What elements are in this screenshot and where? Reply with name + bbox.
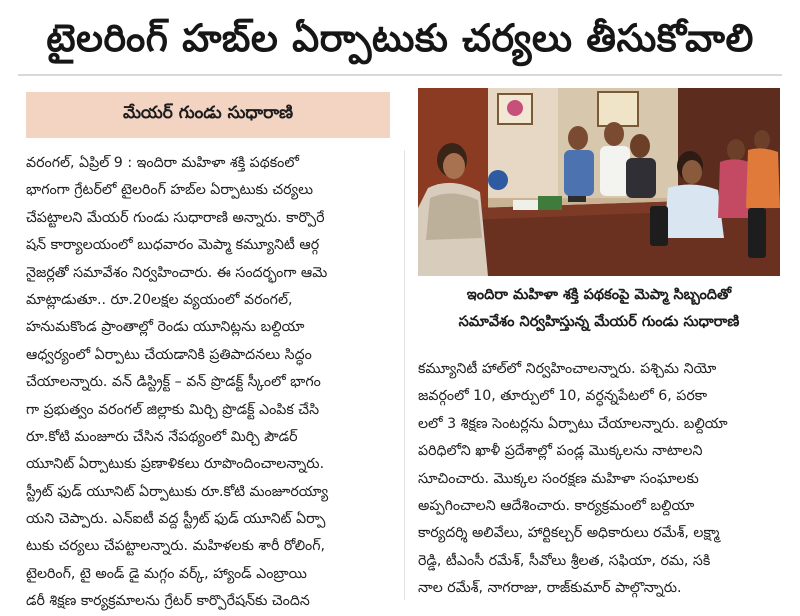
body-line: హనుమకొండ ప్రాంతాల్లో రెండు యూనిట్లను బల్దియా (26, 319, 305, 336)
body-line: లలో 3 శిక్షణ సెంటర్లను ఏర్పాటు చేయాలన్నారు. బల్దియా (418, 415, 728, 432)
sub-caption-box (26, 92, 390, 138)
body-line: ఆధ్వర్యంలో ఏర్పాటు చేయడానికి ప్రతిపాదనలు సిద్ధం (26, 346, 312, 363)
body-line: కమ్యూనిటీ హాల్‌లో నిర్వహించాలన్నారు. పశ్చిమ నియో (418, 361, 717, 377)
body-line: డరీ శిక్షణ కార్యక్రమాలను గ్రేటర్ కార్పొరేషన్‌కు చెందిన (26, 593, 310, 610)
body-line: రూ.కోటి మంజూరు చేసిన నేపథ్యంలో మిర్చి పౌడర్ (26, 428, 298, 445)
photo-caption (418, 282, 780, 336)
body-line: నాల రమేశ్, నాగరాజు, రాజ్‌కుమార్ పాల్గొన్నారు. (418, 580, 682, 597)
body-line: చేయాలన్నారు. వన్ డిస్ట్రిక్ట్ – వన్ ప్రొడక్ట్ స్కీంలో భాగం (26, 374, 321, 391)
body-line: టైలరింగ్, టై అండ్ డై మగ్గం వర్క్, హ్యాండ్ ఎంబ్రాయి (26, 565, 307, 582)
body-line: గా ప్రభుత్వం వరంగల్ జిల్లాకు మిర్చి ప్రొడక్ట్ ఎంపిక చేసి (26, 401, 320, 418)
article-headline: టైలరింగ్ హబ్‌ల ఏర్పాటుకు చర్యలు తీసుకోవాలి (46, 16, 754, 60)
photo-caption-line: సమావేశం నిర్వహిస్తున్న మేయర్ గుండు సుధారాణి (458, 314, 740, 330)
body-line: జవర్గంలో 10, తూర్పులో 10, వర్ధన్నపేటలో 6, పరకా (418, 388, 708, 405)
body-line: స్ట్రీట్ ఫుడ్ యూనిట్ ఏర్పాటుకు రూ.కోటి మంజూరయ్యా (26, 483, 329, 500)
body-line: భాగంగా గ్రేటర్‌లో టైలరింగ్ హబ్‌ల ఏర్పాటుకు చర్యలు (26, 182, 314, 199)
body-line: యని చెప్పారు. ఎన్ఐటీ వద్ద స్ట్రీట్ ఫుడ్ యూనిట్ ఏర్పా (26, 511, 326, 528)
body-line: పరిధిలోని ఖాళీ ప్రదేశాల్లో పండ్ల మొక్కలను నాటాలని (418, 443, 703, 460)
column-divider (404, 150, 405, 600)
body-line: వరంగల్, ఏప్రిల్ 9 : ఇందిరా మహిళా శక్తి పథకంలో (26, 155, 299, 171)
body-line: రెడ్డి, టీఎంసీ రమేశ్, సీవోలు శ్రీలత, సఫియా, రమ, సకి (418, 552, 711, 569)
photo-caption-line: ఇందిరా మహిళా శక్తి పథకంపై మెప్మా సిబ్బందితో (466, 287, 732, 303)
sub-caption-text: మేయర్ గుండు సుధారాణి (122, 103, 294, 123)
body-line: టుకు చర్యలు చేపట్టాలన్నారు. మహిళలకు శారీ రోలింగ్, (26, 538, 326, 555)
meeting-photo (418, 88, 780, 276)
body-line: చేపట్టాలని మేయర్ గుండు సుధారాణి అన్నారు. కార్పొరే (26, 209, 325, 226)
meeting-photo-illustration (418, 88, 780, 276)
headline-divider (18, 74, 782, 76)
body-line: యూనిట్ ఏర్పాటుకు ప్రణాళికలు రూపొందించాలన్నారు. (26, 456, 325, 473)
article-body-right-column (418, 356, 780, 603)
body-line: కార్యదర్శి అలివేలు, హార్టికల్చర్ అధికారులు రమేశ్, లక్ష్మా (418, 525, 720, 542)
body-line: మాట్లాడుతూ.. రూ.20లక్షల వ్యయంలో వరంగల్, (26, 291, 293, 308)
body-line: అప్పగించాలని ఆదేశించారు. కార్యక్రమంలో బల్దియా (418, 497, 695, 514)
body-line: నైజర్లతో సమావేశం నిర్వహించారు. ఈ సందర్భంగా ఆమె (26, 264, 328, 281)
body-line: షన్ కార్యాలయంలో బుధవారం మెప్మా కమ్యూనిటీ ఆర్గ (26, 237, 320, 254)
article-body-left-column (26, 150, 396, 616)
body-line: సూచించారు. మొక్కల సంరక్షణ మహిళా సంఘాలకు (418, 470, 699, 487)
